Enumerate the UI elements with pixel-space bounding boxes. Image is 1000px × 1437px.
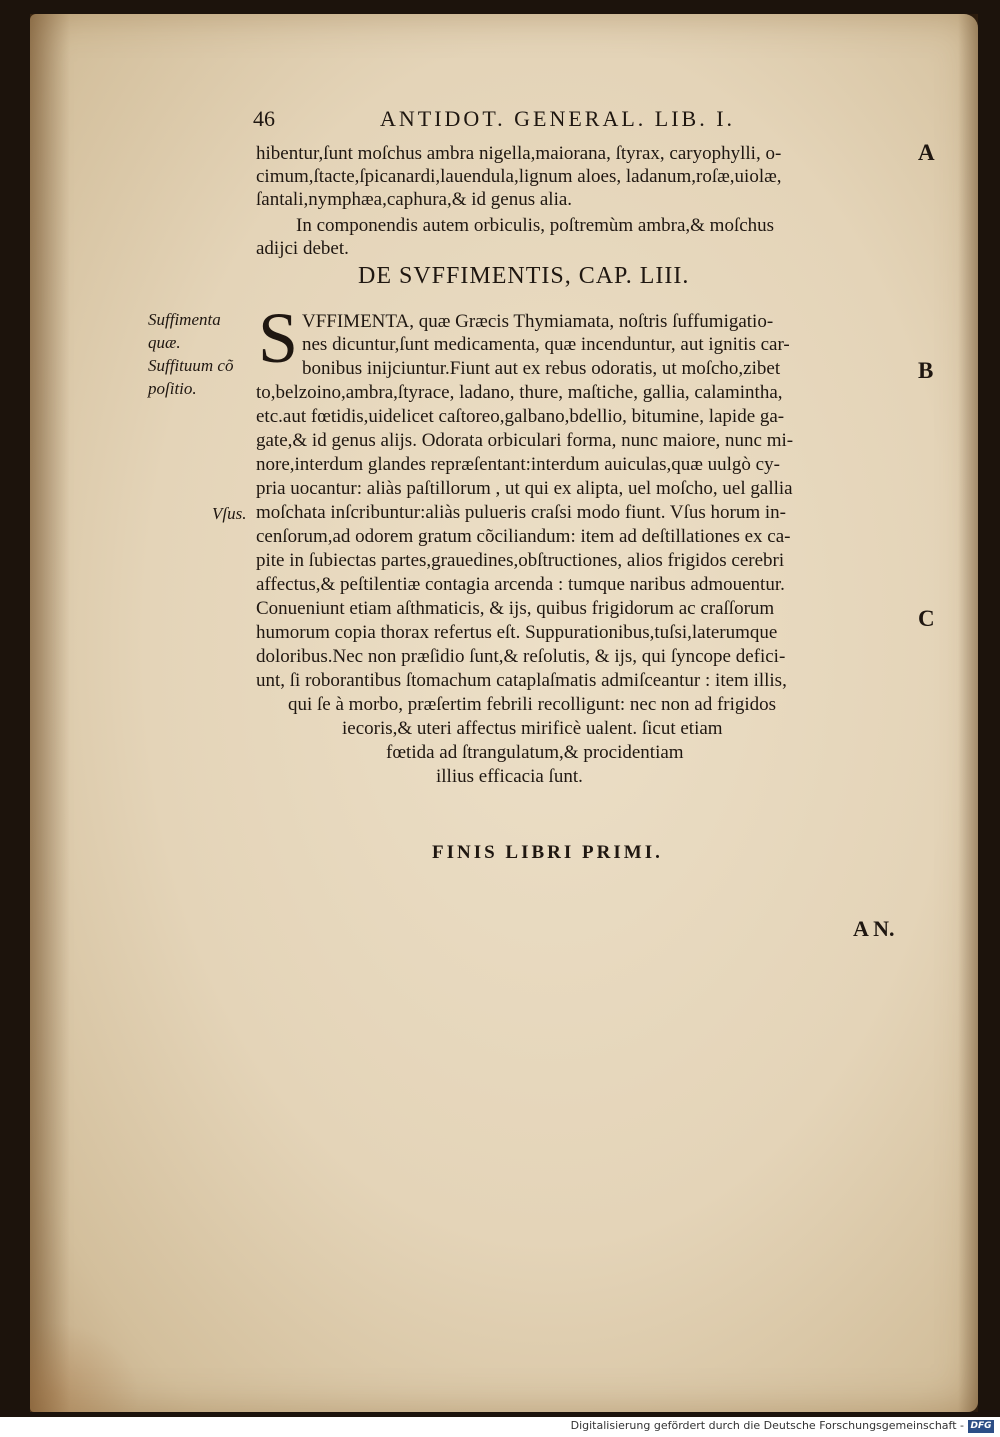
opening-line-5: adijci debet. (256, 238, 349, 259)
chapter-line-17: qui ſe à morbo, præſertim febrili recolligunt: nec non ad frigidos (288, 694, 777, 715)
marginal-note-1-line-4: poſitio. (148, 379, 197, 398)
chapter-line-18: iecoris,& uteri affectus mirificè ualent. ſicut etiam (342, 718, 723, 739)
marginal-note-2: Vſus. (212, 504, 247, 523)
chapter-line-10: cenſorum,ad odorem gratum cõciliandum: item ad deſtillationes ex ca- (256, 526, 791, 547)
chapter-line-7: nore,interdum glandes repræſentant:interdum auiculas,quæ uulgò cy- (256, 454, 780, 475)
chapter-line-4: to,belzoino,ambra,ſtyrace, ladano, thure, maſtiche, gallia, calamintha, (256, 382, 783, 403)
dfg-logo: DFG (968, 1420, 994, 1433)
chapter-line-16: unt, ſi roborantibus ſtomachum cataplaſmatis admiſceantur : item illis, (256, 670, 787, 691)
section-letter-a: A (918, 140, 935, 165)
opening-line-1: hibentur,ſunt moſchus ambra nigella,maiorana, ſtyrax, caryophylli, o- (256, 143, 782, 164)
section-letter-b: B (918, 358, 934, 383)
marginal-note-1-line-1: Suffimenta (148, 310, 221, 329)
chapter-line-11: pite in ſubiectas partes,grauedines,obſtructiones, alios frigidos cerebri (256, 550, 785, 571)
marginal-note-1-line-3: Suffituum cõ (148, 356, 234, 375)
opening-line-2: cimum,ſtacte,ſpicanardi,lauendula,lignum aloes, ladanum,roſæ,uiolæ, (256, 166, 782, 187)
chapter-line-2: nes dicuntur,ſunt medicamenta, quæ incenduntur, aut ignitis car- (302, 334, 790, 355)
chapter-line-8: pria uocantur: aliàs paſtillorum , ut qui ex alipta, uel moſcho, uel gallia (256, 478, 793, 499)
catchword: A N. (853, 916, 895, 941)
chapter-line-6: gate,& id genus alijs. Odorata orbiculari forma, nunc maiore, nunc mi- (256, 430, 794, 451)
chapter-line-9: moſchata inſcribuntur:aliàs pulueris craſsi modo fiunt. Vſus horum in- (256, 502, 786, 523)
footer-bar (0, 1417, 1000, 1437)
drop-cap: S (258, 298, 299, 378)
opening-line-4: In componendis autem orbiculis, poſtremùm ambra,& moſchus (296, 215, 775, 236)
chapter-line-15: doloribus.Nec non præſidio ſunt,& reſolutis, & ijs, qui ſyncope defici- (256, 646, 786, 667)
section-letter-c: C (918, 606, 935, 631)
chapter-line-14: humorum copia thorax refertus eſt. Suppurationibus,tuſsi,laterumque (256, 622, 778, 643)
page-edge-shadow (958, 14, 978, 1412)
paper-stain (30, 1322, 140, 1412)
chapter-line-12: affectus,& peſtilentiæ contagia arcenda : tumque naribus admouentur. (256, 574, 785, 595)
chapter-line-20: illius efficacia ſunt. (436, 766, 583, 787)
footer-credit: Digitalisierung gefördert durch die Deutsche Forschungsgemeinschaft - (570, 1419, 964, 1432)
running-title: ANTIDOT. GENERAL. LIB. I. (380, 106, 736, 131)
chapter-line-13: Conueniunt etiam aſthmaticis, & ijs, quibus frigidorum ac craſſorum (256, 598, 775, 619)
marginal-note-1-line-2: quæ. (148, 333, 181, 352)
chapter-line-19: fœtida ad ſtrangulatum,& procidentiam (386, 742, 684, 763)
chapter-heading: DE SVFFIMENTIS, CAP. LIII. (358, 263, 690, 289)
opening-line-3: ſantali,nymphæa,caphura,& id genus alia. (256, 189, 573, 210)
chapter-line-3: bonibus inijciuntur.Fiunt aut ex rebus odoratis, ut moſcho,zibet (302, 358, 781, 379)
spine-shadow (30, 14, 70, 1412)
colophon: FINIS LIBRI PRIMI. (432, 842, 663, 863)
chapter-line-5: etc.aut fœtidis,uidelicet caſtoreo,galbano,bdellio, bitumine, lapide ga- (256, 406, 785, 427)
page-number: 46 (253, 106, 275, 131)
chapter-line-1: VFFIMENTA, quæ Græcis Thymiamata, noſtris ſuffumigatio- (302, 311, 774, 332)
